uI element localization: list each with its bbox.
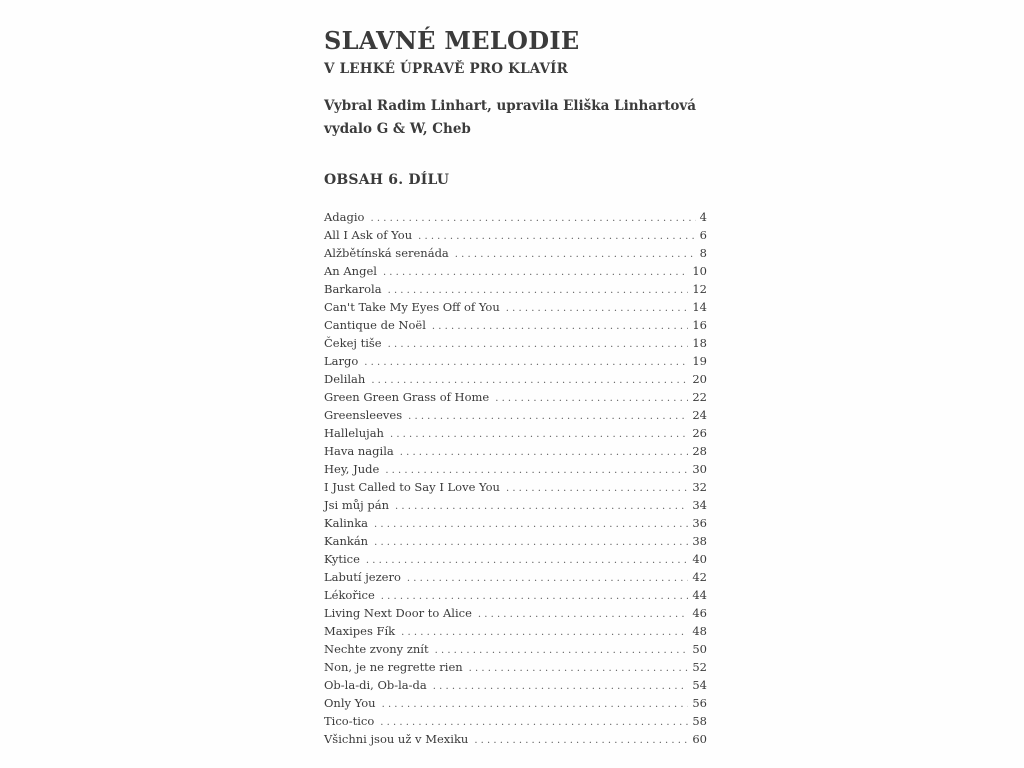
toc-entry	[324, 244, 707, 262]
contents-heading: OBSAH 6. DÍLU	[324, 172, 450, 188]
table-of-contents	[324, 208, 707, 748]
toc-entry-page: 52	[692, 660, 707, 674]
toc-entry	[324, 730, 707, 748]
toc-entry	[324, 478, 707, 496]
toc-entry-page: 58	[692, 714, 707, 728]
toc-entry	[324, 406, 707, 424]
toc-entry	[324, 460, 707, 478]
toc-dot-leader	[469, 660, 689, 678]
toc-dot-leader	[495, 390, 688, 408]
toc-entry-page: 30	[692, 462, 707, 476]
toc-entry-page: 34	[692, 498, 707, 512]
toc-entry	[324, 370, 707, 388]
toc-dot-leader	[401, 624, 688, 642]
toc-dot-leader	[374, 516, 688, 534]
toc-entry	[324, 316, 707, 334]
toc-entry-title: Non, je ne regrette rien	[324, 660, 463, 674]
toc-entry-title: Maxipes Fík	[324, 624, 396, 638]
toc-entry-page: 18	[692, 336, 707, 350]
credits-compiler-arranger: Vybral Radim Linhart, upravila Eliška Linhartová	[324, 98, 697, 114]
toc-entry-page: 24	[692, 408, 707, 422]
toc-entry-title: Labutí jezero	[324, 570, 401, 584]
toc-entry-page: 42	[692, 570, 707, 584]
toc-entry	[324, 424, 707, 442]
toc-entry	[324, 694, 707, 712]
toc-dot-leader	[506, 300, 689, 318]
toc-entry-title: I Just Called to Say I Love You	[324, 480, 500, 494]
toc-entry-title: Alžbětínská serenáda	[324, 246, 449, 260]
toc-entry-page: 10	[692, 264, 707, 278]
toc-entry-page: 54	[692, 678, 707, 692]
toc-entry-page: 50	[692, 642, 707, 656]
toc-entry-page: 20	[692, 372, 707, 386]
toc-dot-leader	[390, 426, 688, 444]
toc-entry-title: All I Ask of You	[324, 228, 413, 242]
toc-entry-page: 38	[692, 534, 707, 548]
toc-entry	[324, 334, 707, 352]
toc-entry-page: 56	[692, 696, 707, 710]
toc-entry	[324, 262, 707, 280]
toc-entry-title: Largo	[324, 354, 359, 368]
toc-dot-leader	[478, 606, 688, 624]
toc-entry-title: Čekej tiše	[324, 336, 382, 350]
toc-entry-title: Can't Take My Eyes Off of You	[324, 300, 500, 314]
toc-entry	[324, 226, 707, 244]
toc-entry-page: 12	[692, 282, 707, 296]
toc-dot-leader	[432, 318, 688, 336]
toc-entry-page: 48	[692, 624, 707, 638]
toc-entry-title: Living Next Door to Alice	[324, 606, 472, 620]
toc-entry-title: Adagio	[324, 210, 365, 224]
toc-dot-leader	[400, 444, 689, 462]
toc-dot-leader	[506, 480, 688, 498]
toc-dot-leader	[435, 642, 689, 660]
toc-dot-leader	[455, 246, 696, 264]
toc-entry-page: 40	[692, 552, 707, 566]
toc-entry-title: Greensleeves	[324, 408, 403, 422]
toc-entry-page: 32	[692, 480, 707, 494]
toc-entry	[324, 280, 707, 298]
book-credits	[324, 95, 696, 141]
toc-entry-page: 60	[692, 732, 707, 746]
toc-entry	[324, 640, 707, 658]
toc-entry	[324, 532, 707, 550]
toc-entry-page: 22	[692, 390, 707, 404]
toc-entry	[324, 658, 707, 676]
toc-entry-page: 46	[692, 606, 707, 620]
toc-dot-leader	[364, 354, 688, 372]
toc-entry-page: 14	[692, 300, 707, 314]
toc-entry	[324, 568, 707, 586]
toc-entry	[324, 604, 707, 622]
toc-dot-leader	[388, 336, 689, 354]
toc-entry-title: Cantique de Noël	[324, 318, 426, 332]
toc-entry	[324, 622, 707, 640]
toc-entry-page: 36	[692, 516, 707, 530]
book-title: SLAVNÉ MELODIE	[324, 26, 580, 55]
toc-dot-leader	[408, 408, 688, 426]
toc-entry-title: Jsi můj pán	[324, 498, 390, 512]
toc-dot-leader	[474, 732, 688, 750]
toc-dot-leader	[407, 570, 688, 588]
toc-entry-page: 44	[692, 588, 707, 602]
credits-publisher: vydalo G & W, Cheb	[324, 121, 471, 137]
toc-entry-page: 26	[692, 426, 707, 440]
toc-dot-leader	[418, 228, 696, 246]
toc-entry	[324, 208, 707, 226]
toc-dot-leader	[433, 678, 689, 696]
toc-entry-title: Všichni jsou už v Mexiku	[324, 732, 469, 746]
toc-entry	[324, 496, 707, 514]
toc-entry-title: Nechte zvony znít	[324, 642, 429, 656]
toc-entry	[324, 388, 707, 406]
toc-entry-title: Delilah	[324, 372, 366, 386]
toc-entry	[324, 514, 707, 532]
toc-entry-title: Hallelujah	[324, 426, 384, 440]
toc-dot-leader	[374, 534, 688, 552]
toc-entry-title: Ob-la-di, Ob-la-da	[324, 678, 427, 692]
toc-entry-title: Kytice	[324, 552, 360, 566]
toc-entry-title: Kankán	[324, 534, 369, 548]
toc-entry-page: 28	[692, 444, 707, 458]
toc-entry	[324, 712, 707, 730]
toc-entry	[324, 298, 707, 316]
toc-entry	[324, 550, 707, 568]
toc-entry-title: Lékořice	[324, 588, 375, 602]
toc-entry-title: An Angel	[324, 264, 377, 278]
toc-entry-title: Hey, Jude	[324, 462, 380, 476]
toc-dot-leader	[382, 696, 689, 714]
toc-entry-page: 4	[699, 210, 707, 224]
book-subtitle: V LEHKÉ ÚPRAVĚ PRO KLAVÍR	[324, 61, 569, 77]
toc-entry	[324, 352, 707, 370]
toc-dot-leader	[383, 264, 688, 282]
toc-entry-page: 6	[699, 228, 707, 242]
toc-dot-leader	[366, 552, 688, 570]
toc-entry-title: Kalinka	[324, 516, 369, 530]
toc-dot-leader	[395, 498, 688, 516]
toc-dot-leader	[371, 210, 696, 228]
toc-entry-page: 19	[692, 354, 707, 368]
toc-entry-title: Barkarola	[324, 282, 382, 296]
toc-entry-title: Hava nagila	[324, 444, 394, 458]
toc-entry-title: Only You	[324, 696, 376, 710]
toc-entry-title: Tico-tico	[324, 714, 375, 728]
toc-entry	[324, 442, 707, 460]
toc-entry	[324, 586, 707, 604]
toc-entry	[324, 676, 707, 694]
toc-entry-page: 16	[692, 318, 707, 332]
toc-entry-page: 8	[699, 246, 707, 260]
toc-entry-title: Green Green Grass of Home	[324, 390, 490, 404]
